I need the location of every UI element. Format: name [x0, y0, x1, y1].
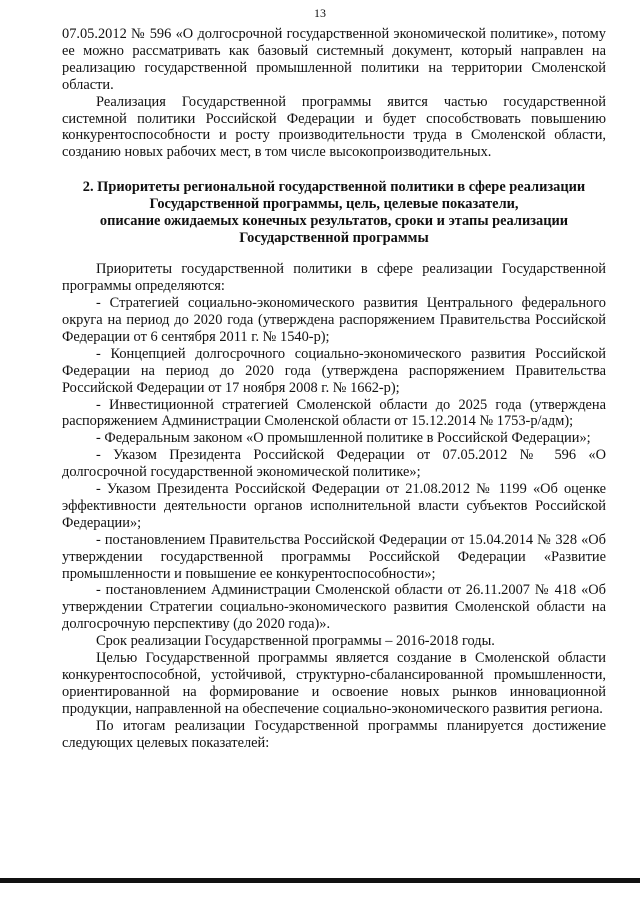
- heading-line: Государственной программы, цель, целевые показатели,: [149, 196, 519, 213]
- goal-paragraph: Целью Государственной программы является создание в Смоленской области конкурентоспособной, устойчивой, структурно-сбалансированной промышленности, ориентированной на формирование и освоение новых рынков инновационной продукции, направленной на обеспечение социально-экономического развития региона.: [62, 650, 606, 717]
- intro-paragraph: Приоритеты государственной политики в сфере реализации Государственной программы определяются:: [62, 261, 606, 295]
- heading-line: Государственной программы: [239, 230, 429, 247]
- heading-line: 2. Приоритеты региональной государственной политики в сфере реализации: [82, 179, 586, 196]
- list-item: - Инвестиционной стратегией Смоленской области до 2025 года (утверждена распоряжением Администрации Смоленской области от 15.12.2014 № 1753-р/адм);: [62, 396, 606, 430]
- list-item: - постановлением Правительства Российской Федерации от 15.04.2014 № 328 «Об утверждении государственной программы Российской Федерации «Развитие промышленности и повышение ее конкурентоспособности»;: [62, 531, 606, 582]
- paragraph: 07.05.2012 № 596 «О долгосрочной государственной экономической политике», потому ее можно рассматривать как базовый системный документ, который направлен на реализацию государственной промышленной политики на территории Смоленской области.: [62, 26, 606, 93]
- section-heading: [62, 179, 606, 247]
- paragraph: Реализация Государственной программы явится частью государственной системной политики Российской Федерации и будет способствовать повышению конкурентоспособности и росту производительности труда в Смоленской области, созданию новых рабочих мест, в том числе высокопроизводительных.: [62, 93, 606, 161]
- outcome-paragraph: По итогам реализации Государственной программы планируется достижение следующих целевых показателей:: [62, 717, 606, 751]
- heading-line: описание ожидаемых конечных результатов, сроки и этапы реализации: [99, 213, 569, 230]
- document-body: [62, 26, 606, 752]
- list-item: - Указом Президента Российской Федерации от 07.05.2012 № 596 «О долгосрочной государственной экономической политике»;: [62, 447, 606, 481]
- list-item: - Указом Президента Российской Федерации от 21.08.2012 № 1199 «Об оценке эффективности деятельности органов исполнительной власти субъектов Российской Федерации»;: [62, 481, 606, 531]
- term-paragraph: Срок реализации Государственной программы – 2016-2018 годы.: [96, 633, 495, 650]
- list-item: - постановлением Администрации Смоленской области от 26.11.2007 № 418 «Об утверждении Стратегии социально-экономического развития Смоленской области на долгосрочную перспективу (до 2020 года)».: [62, 582, 606, 633]
- list-item: - Концепцией долгосрочного социально-экономического развития Российской Федерации на период до 2020 года (утверждена распоряжением Правительства Российской Федерации от 17 ноября 2008 г. № 1662-р);: [62, 345, 606, 396]
- bottom-rule: [0, 878, 640, 883]
- page-number: 13: [314, 6, 326, 20]
- list-item: - Федеральным законом «О промышленной политике в Российской Федерации»;: [96, 430, 591, 447]
- list-item: - Стратегией социально-экономического развития Центрального федерального округа на период до 2020 года (утверждена распоряжением Правительства Российской Федерации от 6 сентября 2011 г. № 1540-р);: [62, 295, 606, 345]
